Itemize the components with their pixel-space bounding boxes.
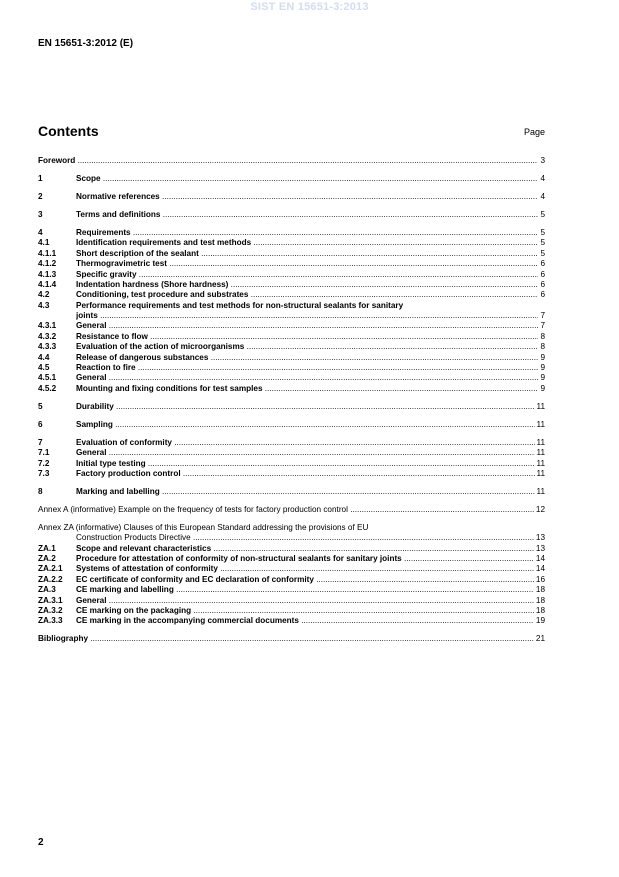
toc-entry-number: 4.1.3 [38,269,57,279]
toc-entry-number: 4.3.3 [38,342,57,352]
toc-entry-page: 4 [540,173,545,183]
toc-entry[interactable] [38,469,545,479]
toc-entry-page: 18 [535,606,545,615]
toc-entry-page: 6 [540,259,545,269]
toc-entry-page: 7 [540,311,545,321]
toc-entry-page: 9 [540,373,545,383]
toc-entry-number: 2 [38,191,43,201]
toc-entry-page: 11 [536,419,545,429]
toc-entry-page: 9 [540,383,545,393]
toc-entry-page: 11 [536,486,545,496]
toc-entry-page: 5 [540,238,545,248]
toc-entry[interactable] [38,301,545,311]
toc-entry-title: Requirements [76,227,131,237]
toc-entry-number: 4.5.1 [38,373,57,383]
toc-entry[interactable] [38,270,545,280]
toc-entry-title: Marking and labelling [76,486,160,496]
toc-entry-number: 6 [38,419,43,429]
toc-entry-page: 11 [536,468,545,478]
toc-entry[interactable] [38,554,545,564]
toc-entry[interactable] [38,544,545,554]
toc-entry-title: General [76,373,107,383]
toc-entry[interactable] [38,575,545,585]
toc-entry-number: 7.2 [38,458,50,468]
toc-entry[interactable] [38,290,545,300]
toc-entry-title: Normative references [76,191,160,201]
page-column-label: Page [523,127,545,137]
toc-entry-page: 11 [536,437,545,447]
toc-entry[interactable] [38,321,545,331]
toc-entry-title: Identification requirements and test methods [76,238,252,248]
toc-entry-title: Release of dangerous substances [76,352,209,362]
toc-entry[interactable] [38,487,545,497]
toc-entry-title: Resistance to flow [76,331,148,341]
toc-entry-number: ZA.3.3 [38,616,63,626]
toc-entry[interactable] [38,210,545,220]
toc-entry-page: 6 [540,290,545,300]
toc-entry[interactable] [38,342,545,352]
toc-entry-number: 5 [38,401,43,411]
toc-entry-page: 14 [535,564,545,574]
toc-entry-continuation[interactable] [38,311,545,321]
toc-entry[interactable] [38,249,545,259]
toc-entry[interactable] [38,606,545,616]
toc-entry-number: ZA.3.2 [38,606,63,615]
toc-entry-number: ZA.2.2 [38,574,63,584]
toc-entry-title: Conditioning, test procedure and substrates [76,290,249,300]
toc-entry-number: ZA.2 [38,554,56,564]
toc-entry-title: Bibliography [38,634,89,644]
toc-entry-title: Scope and relevant characteristics [76,543,212,553]
toc-entry-title: Initial type testing [76,458,146,468]
toc-entry-page: 11 [536,458,545,468]
toc-entry[interactable] [38,174,545,184]
toc-entry-number: ZA.1 [38,543,56,553]
toc-entry-page: 12 [535,504,545,514]
toc-entry-title: CE marking and labelling [76,585,174,595]
toc-entry-title: CE marking on the packaging [76,606,192,615]
toc-entry-page: 7 [540,321,545,331]
toc-entry-page: 19 [535,616,545,626]
toc-entry[interactable] [38,238,545,248]
toc-entry[interactable] [38,634,545,644]
document-id: EN 15651-3:2012 (E) [38,38,134,49]
toc-entry-page: 5 [540,227,545,237]
toc-entry-number: 4.1.1 [38,248,57,258]
toc-entry-page: 18 [535,595,545,605]
toc-entry-title: Indentation hardness (Shore hardness) [76,279,229,289]
toc-entry-number: ZA.3.1 [38,595,63,605]
toc-entry-page: 16 [535,574,545,584]
page-number: 2 [38,837,44,848]
toc-entry-continuation[interactable] [38,533,545,543]
toc-entry[interactable] [38,596,545,606]
toc-entry[interactable] [38,332,545,342]
toc-entry-page: 8 [540,342,545,352]
toc-entry-title: CE marking in the accompanying commercial documents [76,616,299,626]
toc-entry-number: 4.1 [38,238,50,248]
toc-entry-page: 18 [535,585,545,595]
toc-entry-title: General [76,321,107,331]
toc-entry-number: 7 [38,437,43,447]
toc-entry-page: 4 [540,191,545,201]
toc-entry[interactable] [38,384,545,394]
toc-entry[interactable] [38,402,545,412]
toc-entry-number: 4 [38,227,43,237]
toc-entry-number: 1 [38,173,43,183]
toc-entry[interactable] [38,505,545,515]
toc-entry-title: Durability [76,401,114,411]
contents-heading: Contents [38,123,99,139]
toc-entry-page: 9 [540,352,545,362]
toc-entry-page: 11 [536,448,545,458]
watermark: SIST EN 15651-3:2013 [250,1,369,13]
toc-entry-number: ZA.3 [38,585,56,595]
toc-entry[interactable] [38,192,545,202]
toc-entry-page: 6 [540,279,545,289]
toc-entry-title: Evaluation of conformity [76,437,172,447]
toc-entry-page: 8 [540,331,545,341]
toc-entry-title: General [76,448,107,458]
toc-entry[interactable] [38,459,545,469]
toc-entry-title: Short description of the sealant [76,248,199,258]
toc-entry[interactable] [38,585,545,595]
toc-entry-page: 9 [540,363,545,373]
toc-entry-page: 6 [540,269,545,279]
toc-entry[interactable] [38,523,545,533]
toc-entry[interactable] [38,616,545,626]
toc-entry[interactable] [38,280,545,290]
table-of-contents [38,156,545,645]
toc-entry[interactable] [38,420,545,430]
toc-entry[interactable] [38,438,545,448]
toc-entry[interactable] [38,353,545,363]
toc-entry-number: 7.1 [38,448,50,458]
toc-entry-number: 7.3 [38,468,50,478]
toc-entry-title: Procedure for attestation of conformity of non-structural sealants for sanitary joints [76,554,402,564]
toc-entry-number: 4.2 [38,290,50,300]
toc-entry-title: Mounting and fixing conditions for test samples [76,383,263,393]
toc-entry-number: 4.4 [38,352,50,362]
toc-entry-title: Reaction to fire [76,363,136,373]
toc-entry-number: 4.1.2 [38,259,57,269]
toc-entry-title: Evaluation of the action of microorganisms [76,342,245,352]
toc-entry-page: 3 [540,156,545,165]
toc-entry-page: 14 [535,554,545,564]
toc-entry-number: 4.3.2 [38,331,57,341]
toc-entry-title: EC certificate of conformity and EC declaration of conformity [76,574,314,584]
toc-entry-title: Annex A (informative) Example on the frequency of tests for factory production control [38,504,348,514]
toc-entry[interactable] [38,564,545,574]
toc-entry[interactable] [38,373,545,383]
toc-entry-page: 13 [535,543,545,553]
toc-entry[interactable] [38,156,545,166]
toc-entry-title: Sampling [76,419,113,429]
toc-entry-title: Terms and definitions [76,209,161,219]
toc-entry-page: 13 [535,533,545,543]
toc-entry-title: Specific gravity [76,269,137,279]
toc-entry-title: Systems of attestation of conformity [76,564,218,574]
toc-entry-number: 8 [38,486,43,496]
toc-entry[interactable] [38,228,545,238]
toc-entry-number: 4.3.1 [38,321,57,331]
toc-entry-title: Foreword [38,156,76,165]
toc-entry-number: 4.5 [38,363,50,373]
toc-entry-number: 3 [38,209,43,219]
toc-entry-page: 11 [536,401,545,411]
toc-entry-title-continuation: Construction Products Directive [76,533,191,543]
toc-entry-title: Annex ZA (informative) Clauses of this European Standard addressing the provisions of EU [38,522,369,532]
toc-entry-title: Factory production control [76,468,181,478]
toc-entry-title: Scope [76,173,101,183]
toc-entry-title-continuation: joints [76,311,98,321]
toc-entry-page: 5 [540,248,545,258]
toc-entry-number: 4.5.2 [38,383,57,393]
toc-entry-number: ZA.2.1 [38,564,63,574]
toc-entry-page: 21 [535,634,545,644]
toc-entry-number: 4.1.4 [38,279,57,289]
toc-entry-title: Thermogravimetric test [76,259,168,269]
toc-entry[interactable] [38,363,545,373]
toc-entry[interactable] [38,448,545,458]
toc-entry-title: Performance requirements and test methods for non-structural sealants for sanitary [76,300,404,310]
toc-entry[interactable] [38,259,545,269]
toc-entry-title: General [76,595,107,605]
toc-entry-number: 4.3 [38,300,50,310]
toc-entry-page: 5 [540,209,545,219]
